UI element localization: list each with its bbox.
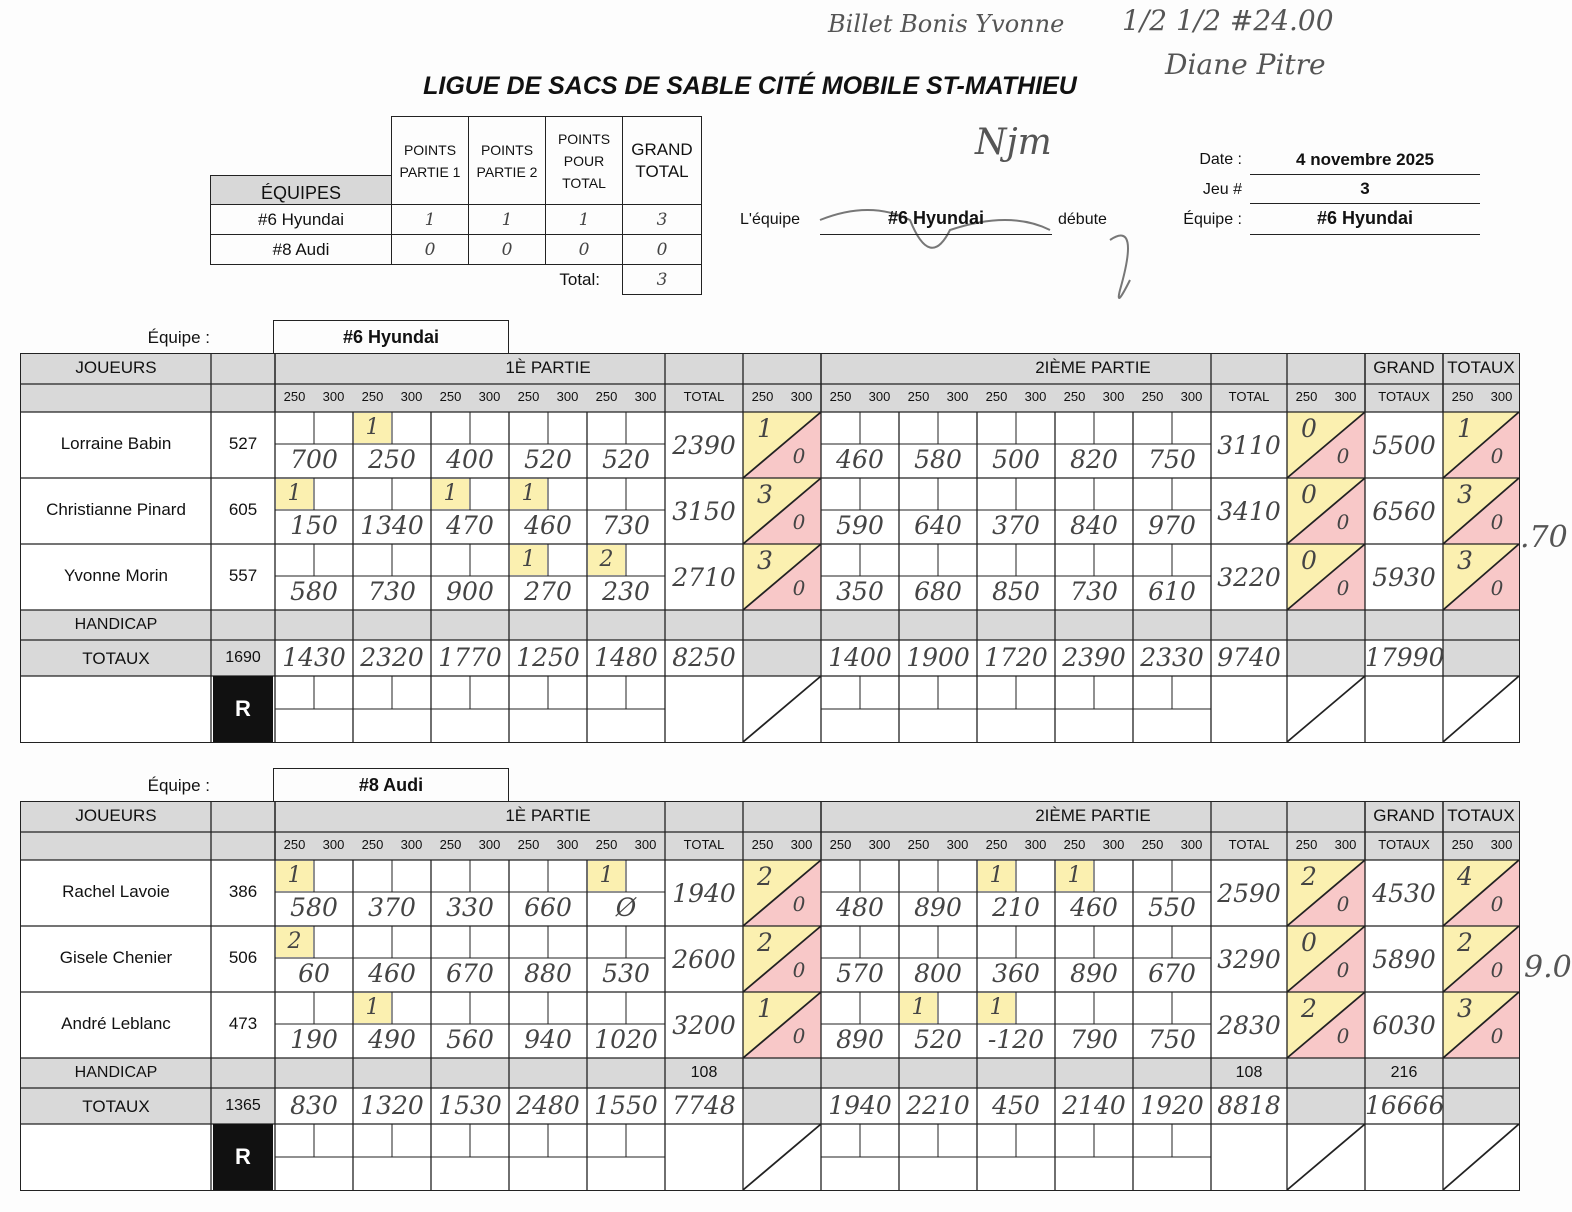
player-name: Rachel Lavoie [62, 882, 170, 901]
sub-300: 300 [1102, 837, 1125, 852]
score-value: 890 [1070, 959, 1118, 988]
score-value: 270 [524, 577, 572, 606]
equipe-value: #6 Hyundai [1250, 208, 1480, 235]
score-value: 610 [1148, 577, 1196, 606]
totaux-value: 1430 [282, 643, 346, 672]
totaux-value: 1250 [516, 643, 580, 672]
bonus-mark: 1 [978, 993, 1015, 1023]
col-partie-2: 2IÈME PARTIE [1035, 358, 1151, 377]
sub-300: 300 [634, 837, 657, 852]
sub-250: 250 [361, 837, 384, 852]
sub-total-2: TOTAL [1228, 837, 1270, 852]
score-value: 480 [836, 893, 884, 922]
r-badge: R [213, 1124, 273, 1190]
handicap-label: HANDICAP [74, 1064, 158, 1081]
score-value: 880 [524, 959, 572, 988]
col-points-total: POINTS POUR TOTAL [546, 117, 623, 205]
score-value: 330 [446, 893, 494, 922]
sub-250: 250 [985, 389, 1008, 404]
player-average: 506 [228, 948, 258, 967]
score-value: 350 [836, 577, 884, 606]
summary-total-label: Total: [559, 269, 600, 289]
split-value-top: 2 [1301, 994, 1317, 1023]
sub-300: 300 [322, 837, 345, 852]
game-total: 3290 [1217, 945, 1281, 974]
sub-300: 300 [322, 389, 345, 404]
sub-300: 300 [946, 389, 969, 404]
score-value: 590 [836, 511, 884, 540]
bonus-mark: 1 [354, 413, 391, 443]
starts-team: #6 Hyundai [820, 208, 1052, 235]
sub-250: 250 [829, 837, 852, 852]
grand-total: 6030 [1372, 1011, 1436, 1040]
split-value-bottom: 0 [1490, 1024, 1504, 1048]
jeu-label: Jeu # [1202, 181, 1242, 198]
sub-250: 250 [517, 389, 540, 404]
totaux-grand: 17990 [1365, 643, 1445, 672]
score-value: 790 [1070, 1025, 1118, 1054]
split-value-bottom: 0 [1336, 576, 1350, 600]
score-value: 580 [290, 893, 338, 922]
game-total: 3220 [1217, 563, 1281, 592]
score-value: 460 [836, 445, 884, 474]
score-value: 370 [992, 511, 1040, 540]
game-total: 2600 [672, 945, 736, 974]
annotation-margin-2: 9.0 [1524, 950, 1572, 985]
col-equipes: ÉQUIPES [211, 176, 392, 205]
split-value-bottom: 0 [792, 958, 806, 982]
split-value-bottom: 0 [792, 510, 806, 534]
sub-250: 250 [1141, 837, 1164, 852]
sub-250: 250 [1063, 837, 1086, 852]
sub-300: 300 [790, 837, 813, 852]
split-value-top: 3 [1457, 480, 1473, 509]
score-value: 460 [368, 959, 416, 988]
totaux-total-2: 9740 [1217, 643, 1281, 672]
sub-grand-totaux: TOTAUX [1378, 837, 1430, 852]
grand-total: 5500 [1372, 431, 1436, 460]
split-value-bottom: 0 [792, 892, 806, 916]
totaux-value: 2480 [516, 1091, 580, 1120]
col-points-partie-2: POINTS PARTIE 2 [469, 117, 546, 205]
totaux-value: 1900 [906, 643, 970, 672]
split-value-bottom: 0 [1490, 576, 1504, 600]
score-grid [20, 801, 1520, 1191]
sub-300: 300 [946, 837, 969, 852]
sub-250: 250 [1451, 389, 1474, 404]
split-value-bottom: 0 [1490, 892, 1504, 916]
totaux-average: 1365 [225, 1097, 261, 1114]
summary-team: #8 Audi [211, 235, 392, 265]
split-value-top: 1 [1457, 414, 1473, 443]
summary-pt: 0 [546, 235, 623, 265]
totaux-total-1: 8250 [672, 643, 736, 672]
split-value-bottom: 0 [1490, 958, 1504, 982]
totaux-value: 2320 [360, 643, 424, 672]
sub-300: 300 [1102, 389, 1125, 404]
score-value: 360 [992, 959, 1040, 988]
split-value-bottom: 0 [792, 1024, 806, 1048]
summary-table [210, 116, 702, 295]
sub-300: 300 [1024, 837, 1047, 852]
sub-300: 300 [556, 837, 579, 852]
score-value: 800 [914, 959, 962, 988]
totaux-average: 1690 [225, 649, 261, 666]
score-value: -120 [987, 1025, 1045, 1054]
sub-250: 250 [985, 837, 1008, 852]
annotation-initials: Njm [975, 122, 1052, 163]
player-average: 605 [228, 500, 258, 519]
sub-250: 250 [517, 837, 540, 852]
sub-300: 300 [1490, 389, 1513, 404]
score-value: 520 [602, 445, 650, 474]
team-label: Équipe : [147, 328, 210, 347]
score-value: 820 [1070, 445, 1118, 474]
sub-300: 300 [868, 837, 891, 852]
totaux-grand: 16666 [1365, 1091, 1445, 1120]
sub-300: 300 [400, 837, 423, 852]
col-joueurs: JOUEURS [75, 358, 157, 377]
summary-gt: 3 [623, 205, 702, 235]
summary-p2: 0 [469, 235, 546, 265]
sub-300: 300 [400, 389, 423, 404]
score-value: 370 [368, 893, 416, 922]
game-total: 2710 [672, 563, 736, 592]
starts-suffix: débute [1058, 211, 1107, 228]
player-name: Christianne Pinard [46, 500, 186, 519]
bonus-mark: 1 [432, 479, 469, 509]
bonus-mark: 1 [900, 993, 937, 1023]
grid-line [1443, 676, 1519, 742]
split-value-top: 2 [757, 862, 773, 891]
summary-pt: 1 [546, 205, 623, 235]
totaux-value: 2210 [906, 1091, 970, 1120]
totaux-total-1: 7748 [672, 1091, 736, 1120]
split-value-top: 2 [1457, 928, 1473, 957]
bonus-mark: 2 [276, 927, 313, 957]
score-value: 640 [914, 511, 962, 540]
score-value: 400 [446, 445, 494, 474]
split-value-top: 3 [1457, 546, 1473, 575]
score-value: 890 [914, 893, 962, 922]
summary-team: #6 Hyundai [211, 205, 392, 235]
bonus-mark: 1 [354, 993, 391, 1023]
date-label: Date : [1199, 151, 1242, 168]
score-value: 470 [446, 511, 494, 540]
grid-line [1287, 1124, 1365, 1190]
annotation-billet: Billet Bonis Yvonne [828, 10, 1065, 38]
game-total: 3410 [1217, 497, 1281, 526]
game-total: 3150 [672, 497, 736, 526]
summary-p2: 1 [469, 205, 546, 235]
page-title: LIGUE DE SACS DE SABLE CITÉ MOBILE ST-MATHIEU [423, 72, 1077, 100]
grand-total: 5890 [1372, 945, 1436, 974]
totaux-value: 1550 [594, 1091, 658, 1120]
bonus-mark: 1 [1056, 861, 1093, 891]
player-name: Lorraine Babin [60, 434, 172, 453]
score-value: 750 [1148, 445, 1196, 474]
split-value-bottom: 0 [1490, 444, 1504, 468]
split-value-top: 1 [757, 414, 773, 443]
handicap-total-1: 108 [690, 1064, 718, 1081]
annotation-price: 1/2 1/2 #24.00 [1122, 4, 1334, 37]
handicap-label: HANDICAP [74, 616, 158, 633]
signature-scribble [810, 180, 1170, 310]
score-value: 900 [446, 577, 494, 606]
score-value: 660 [524, 893, 572, 922]
sub-250: 250 [751, 389, 774, 404]
sub-grand-totaux: TOTAUX [1378, 389, 1430, 404]
sub-250: 250 [283, 837, 306, 852]
sub-300: 300 [1180, 837, 1203, 852]
player-average: 557 [228, 566, 258, 585]
totaux-value: 1920 [1140, 1091, 1204, 1120]
sub-300: 300 [1180, 389, 1203, 404]
totaux-value: 2390 [1062, 643, 1126, 672]
game-total: 2590 [1217, 879, 1281, 908]
col-points-partie-1: POINTS PARTIE 1 [392, 117, 469, 205]
totaux-value: 2140 [1062, 1091, 1126, 1120]
score-value: 520 [524, 445, 572, 474]
split-value-top: 3 [1457, 994, 1473, 1023]
score-value: 250 [368, 445, 416, 474]
bonus-mark: 1 [978, 861, 1015, 891]
sub-250: 250 [829, 389, 852, 404]
split-value-top: 3 [757, 480, 773, 509]
totaux-value: 830 [290, 1091, 338, 1120]
split-value-bottom: 0 [1490, 510, 1504, 534]
sub-250: 250 [1141, 389, 1164, 404]
col-partie-1: 1È PARTIE [505, 358, 591, 377]
sub-300: 300 [556, 389, 579, 404]
score-value: 680 [914, 577, 962, 606]
col-grand: GRAND [1373, 806, 1435, 825]
score-value: 560 [446, 1025, 494, 1054]
summary-total-value: 3 [623, 265, 702, 295]
bonus-mark: 1 [276, 479, 313, 509]
col-joueurs: JOUEURS [75, 806, 157, 825]
sub-total-1: TOTAL [683, 389, 725, 404]
split-value-top: 0 [1301, 480, 1317, 509]
team-name-box: #8 Audi [273, 768, 509, 801]
sub-250: 250 [907, 837, 930, 852]
score-value: 550 [1148, 893, 1196, 922]
totaux-value: 1720 [984, 643, 1048, 672]
score-value: 190 [290, 1025, 338, 1054]
totaux-value: 1770 [438, 643, 502, 672]
score-value: 520 [914, 1025, 962, 1054]
sub-250: 250 [907, 389, 930, 404]
sub-300: 300 [478, 837, 501, 852]
sub-250: 250 [1295, 837, 1318, 852]
bonus-mark: 2 [588, 545, 625, 575]
col-partie-1: 1È PARTIE [505, 806, 591, 825]
summary-p1: 0 [392, 235, 469, 265]
score-value: 730 [602, 511, 650, 540]
score-value: 700 [290, 445, 338, 474]
totaux-label: TOTAUX [82, 649, 150, 668]
game-total: 3110 [1217, 431, 1281, 460]
player-average: 386 [228, 882, 258, 901]
sub-250: 250 [1451, 837, 1474, 852]
sub-300: 300 [1024, 389, 1047, 404]
sub-250: 250 [595, 837, 618, 852]
sub-250: 250 [1295, 389, 1318, 404]
score-value: 490 [368, 1025, 416, 1054]
split-value-top: 4 [1457, 862, 1473, 891]
score-value: 730 [368, 577, 416, 606]
score-value: 670 [1148, 959, 1196, 988]
jeu-value: 3 [1250, 179, 1480, 204]
score-value: 850 [992, 577, 1040, 606]
sub-total-2: TOTAL [1228, 389, 1270, 404]
split-value-bottom: 0 [1336, 510, 1350, 534]
grid-line [1287, 676, 1365, 742]
col-totaux: TOTAUX [1447, 806, 1515, 825]
totaux-value: 2330 [1140, 643, 1204, 672]
game-total: 2390 [672, 431, 736, 460]
sub-300: 300 [790, 389, 813, 404]
bonus-mark: 1 [510, 545, 547, 575]
totaux-total-2: 8818 [1217, 1091, 1281, 1120]
player-average: 527 [228, 434, 258, 453]
sub-300: 300 [1490, 837, 1513, 852]
player-average: 473 [228, 1014, 258, 1033]
score-value: 500 [992, 445, 1040, 474]
score-grid [20, 353, 1520, 743]
score-value: 940 [524, 1025, 572, 1054]
sub-total-1: TOTAL [683, 837, 725, 852]
grand-total: 6560 [1372, 497, 1436, 526]
score-value: 210 [992, 893, 1040, 922]
split-value-top: 0 [1301, 928, 1317, 957]
player-name: Gisele Chenier [59, 948, 173, 967]
col-grand-total: GRAND TOTAL [623, 117, 702, 205]
score-value: 580 [290, 577, 338, 606]
totaux-value: 1530 [438, 1091, 502, 1120]
handicap-grand: 216 [1390, 1064, 1418, 1081]
sub-250: 250 [283, 389, 306, 404]
handicap-total-2: 108 [1235, 1064, 1263, 1081]
score-value: 460 [524, 511, 572, 540]
score-value: 230 [602, 577, 650, 606]
grand-total: 4530 [1372, 879, 1436, 908]
split-value-bottom: 0 [1336, 1024, 1350, 1048]
sub-300: 300 [1334, 837, 1357, 852]
sub-300: 300 [634, 389, 657, 404]
split-value-top: 1 [757, 994, 773, 1023]
score-value: Ø [615, 893, 637, 922]
score-value: 150 [290, 511, 338, 540]
split-value-bottom: 0 [1336, 892, 1350, 916]
sub-250: 250 [595, 389, 618, 404]
split-value-bottom: 0 [1336, 444, 1350, 468]
summary-gt: 0 [623, 235, 702, 265]
summary-p1: 1 [392, 205, 469, 235]
grid-line [743, 676, 821, 742]
split-value-top: 2 [757, 928, 773, 957]
sub-300: 300 [868, 389, 891, 404]
split-value-bottom: 0 [792, 576, 806, 600]
starts-prefix: L'équipe [740, 211, 800, 228]
score-value: 460 [1070, 893, 1118, 922]
score-value: 730 [1070, 577, 1118, 606]
team-label: Équipe : [147, 776, 210, 795]
col-totaux: TOTAUX [1447, 358, 1515, 377]
sub-250: 250 [439, 389, 462, 404]
grid-line [1443, 1124, 1519, 1190]
totaux-label: TOTAUX [82, 1097, 150, 1116]
annotation-name: Diane Pitre [1165, 48, 1326, 81]
sub-250: 250 [751, 837, 774, 852]
score-value: 1020 [594, 1025, 658, 1054]
score-value: 570 [836, 959, 884, 988]
r-badge: R [213, 676, 273, 742]
game-total: 2830 [1217, 1011, 1281, 1040]
totaux-value: 450 [992, 1091, 1040, 1120]
score-value: 670 [446, 959, 494, 988]
totaux-value: 1940 [828, 1091, 892, 1120]
score-value: 580 [914, 445, 962, 474]
sub-300: 300 [1334, 389, 1357, 404]
bonus-mark: 1 [510, 479, 547, 509]
totaux-value: 1320 [360, 1091, 424, 1120]
totaux-value: 1400 [828, 643, 892, 672]
sub-250: 250 [439, 837, 462, 852]
game-total: 1940 [672, 879, 736, 908]
col-grand: GRAND [1373, 358, 1435, 377]
split-value-top: 0 [1301, 546, 1317, 575]
grid-line [743, 1124, 821, 1190]
team-name-box: #6 Hyundai [273, 320, 509, 353]
bonus-mark: 1 [588, 861, 625, 891]
player-name: André Leblanc [61, 1014, 171, 1033]
equipe-label: Équipe : [1183, 211, 1242, 228]
score-value: 890 [836, 1025, 884, 1054]
score-value: 750 [1148, 1025, 1196, 1054]
grand-total: 5930 [1372, 563, 1436, 592]
col-partie-2: 2IÈME PARTIE [1035, 806, 1151, 825]
split-value-top: 3 [757, 546, 773, 575]
score-value: 60 [298, 959, 330, 988]
split-value-top: 2 [1301, 862, 1317, 891]
score-value: 840 [1070, 511, 1118, 540]
score-value: 1340 [360, 511, 424, 540]
player-name: Yvonne Morin [64, 566, 168, 585]
annotation-margin-1: .70 [1520, 520, 1568, 555]
sub-250: 250 [1063, 389, 1086, 404]
score-value: 970 [1148, 511, 1196, 540]
game-total: 3200 [672, 1011, 736, 1040]
sub-300: 300 [478, 389, 501, 404]
split-value-bottom: 0 [792, 444, 806, 468]
bonus-mark: 1 [276, 861, 313, 891]
split-value-top: 0 [1301, 414, 1317, 443]
split-value-bottom: 0 [1336, 958, 1350, 982]
date-value: 4 novembre 2025 [1250, 150, 1480, 175]
totaux-value: 1480 [594, 643, 658, 672]
sub-250: 250 [361, 389, 384, 404]
score-value: 530 [602, 959, 650, 988]
